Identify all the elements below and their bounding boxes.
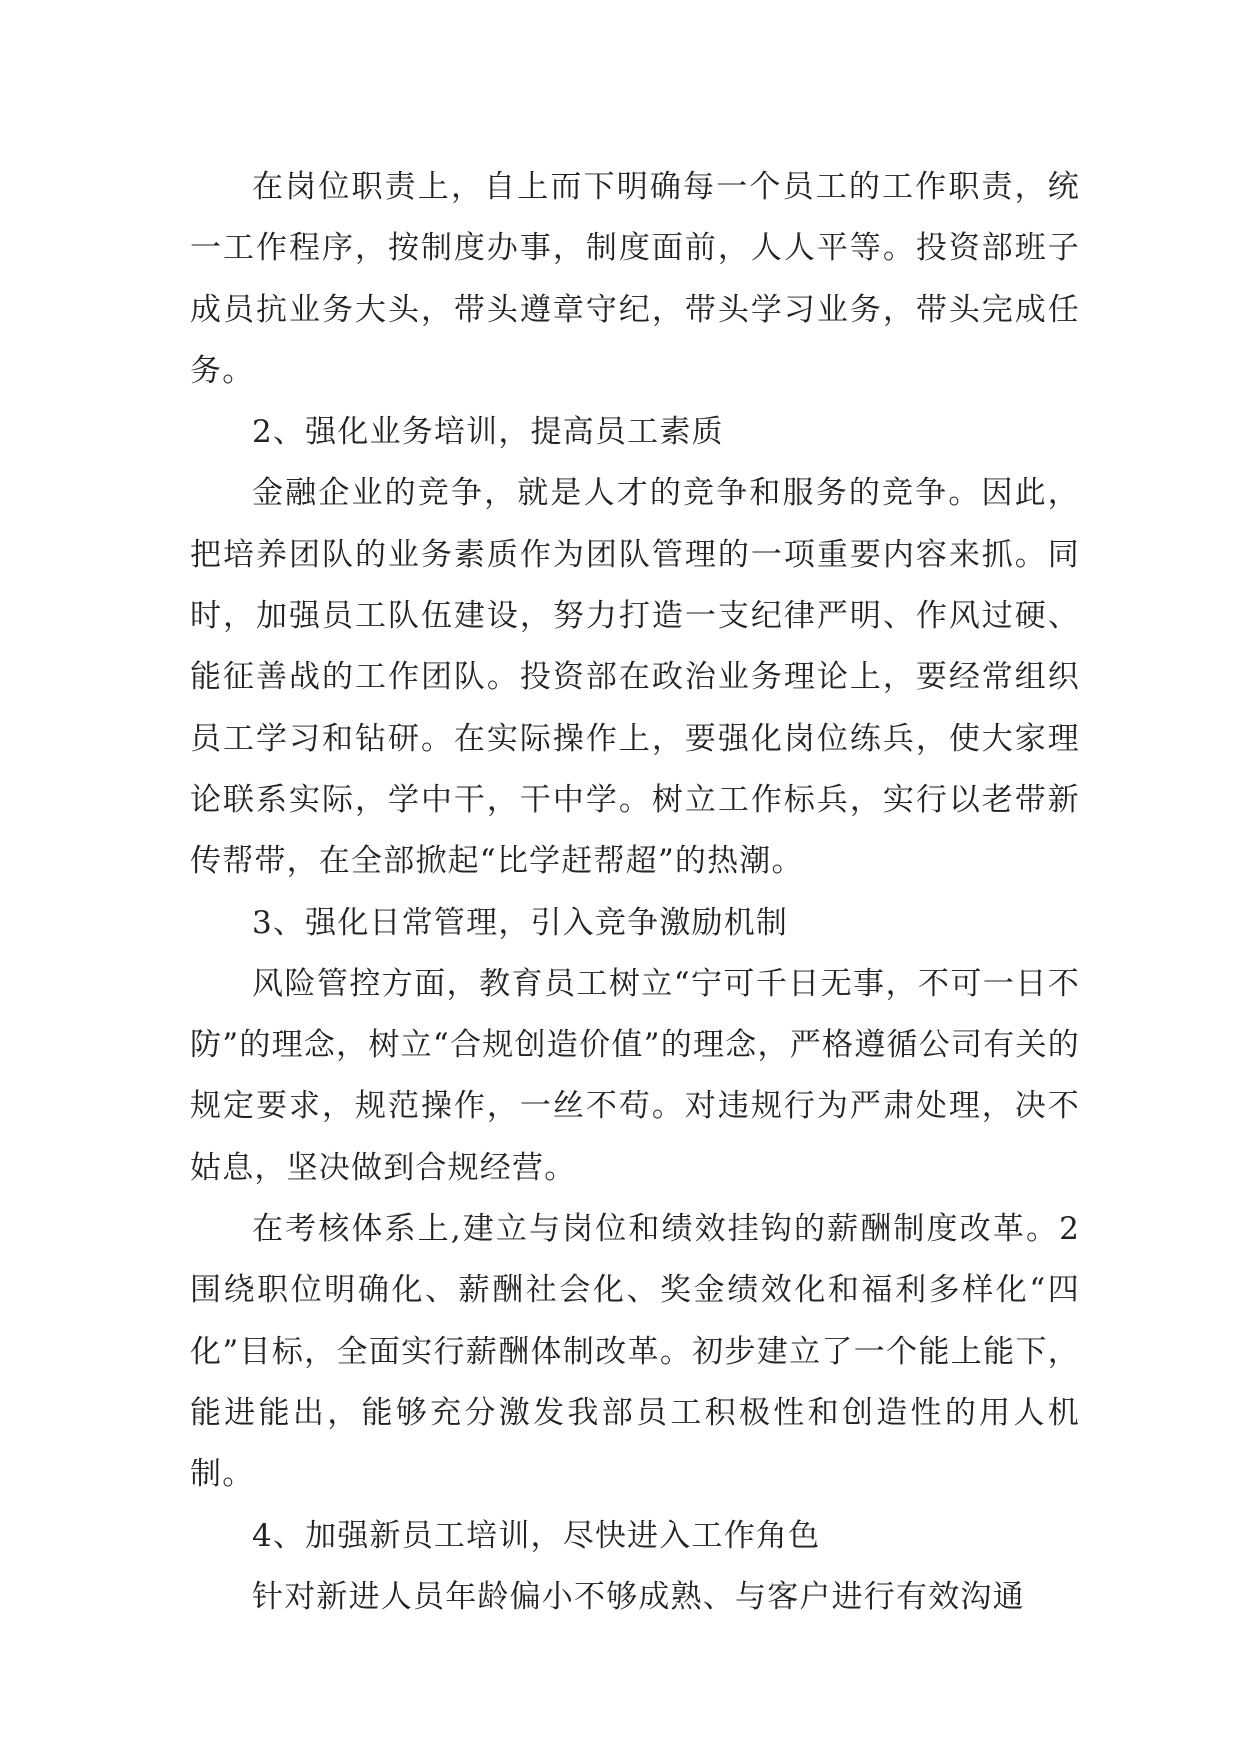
paragraph-assessment: 在考核体系上,建立与岗位和绩效挂钩的薪酬制度改革。2围绕职位明确化、薪酬社会化、奖金绩效化和福利多样化“四化”目标，全面实行薪酬体制改革。初步建立了一个能上能下，能进能出，能够充分激发我部员工积极性和创造性的用人机制。 (190, 1211, 1080, 1493)
paragraph-risk-control: 风险管控方面，教育员工树立“宁可千日无事，不可一日不防”的理念，树立“合规创造价值”的理念，严格遵循公司有关的规定要求，规范操作，一丝不苟。对违规行为严肃处理，决不姑息，坚决做到合规经营。 (190, 965, 1080, 1186)
section-heading-2: 2、强化业务培训，提高员工素质 (252, 414, 724, 451)
paragraph-job-duties: 在岗位职责上，自上而下明确每一个员工的工作职责，统一工作程序，按制度办事，制度面前，人人平等。投资部班子成员抗业务大头，带头遵章守纪，带头学习业务，带头完成任务。 (190, 169, 1080, 389)
section-heading-3: 3、强化日常管理，引入竞争激励机制 (252, 904, 789, 941)
document-body (190, 157, 1080, 1628)
paragraph-new-staff: 针对新进人员年龄偏小不够成熟、与客户进行有效沟通 (252, 1578, 1025, 1615)
paragraph-training: 金融企业的竞争，就是人才的竞争和服务的竞争。因此，把培养团队的业务素质作为团队管理的一项重要内容来抓。同时，加强员工队伍建设，努力打造一支纪律严明、作风过硬、能征善战的工作团队。投资部在政治业务理论上，要经常组织员工学习和钻研。在实际操作上，要强化岗位练兵，使大家理论联系实际，学中干，干中学。树立工作标兵，实行以老带新传帮带，在全部掀起“比学赶帮超”的热潮。 (190, 475, 1080, 880)
section-heading-4: 4、加强新员工培训，尽快进入工作角色 (252, 1517, 821, 1554)
